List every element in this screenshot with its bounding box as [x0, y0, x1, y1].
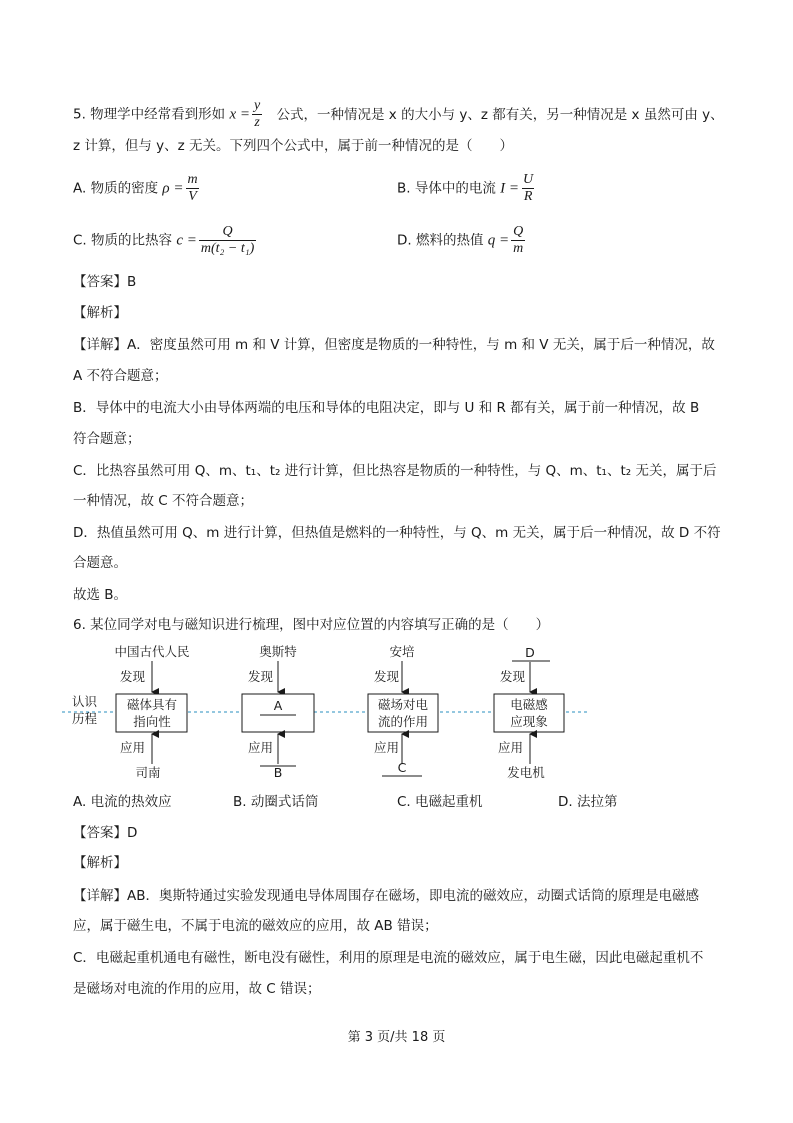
col4-box-line2: 应现象	[510, 714, 548, 729]
q6-detail-line3: C．电磁起重机通电有磁性，断电没有磁性，利用的原理是电流的磁效应，属于电生磁，因此电磁起重机不	[73, 950, 704, 966]
q5-detail-line8: 合题意。	[73, 555, 127, 571]
q6-option-c: C. 电磁起重机	[397, 794, 483, 810]
q5-option-c-denominator: m(t₂ − t₁)	[200, 241, 255, 256]
col3-box-line2: 流的作用	[377, 714, 429, 729]
q5-detail-line2: A 不符合题意；	[73, 368, 168, 384]
q5-stem-part-a: 5. 物理学中经常看到形如	[73, 106, 226, 123]
q6-detail-line4: 是磁场对电流的作用的应用，故 C 错误；	[73, 981, 321, 997]
q5-option-a-fraction	[185, 172, 199, 205]
q5-option-b-lhs: I =	[500, 180, 520, 197]
col2-box-label: A	[273, 698, 283, 713]
q5-formula-fraction	[252, 98, 262, 131]
q5-option-a	[73, 172, 202, 205]
q5-detail-line4: 符合题意；	[73, 431, 141, 447]
q5-option-b-fraction	[521, 172, 535, 205]
col1-box-line2: 指向性	[133, 714, 171, 729]
q5-option-b-label: B. 导体中的电流	[397, 180, 496, 197]
q5-conclusion: 故选 B。	[73, 587, 128, 603]
q5-detail-line5: C．比热容虽然可用 Q、m、t₁、t₂ 进行计算，但比热容是物质的一种特性，与 Q、m、t₁、t₂ 无关，属于后	[73, 463, 717, 479]
q5-analysis-heading: 【解析】	[73, 305, 127, 321]
col1-top-label: 中国古代人民	[114, 644, 190, 659]
q5-option-d-label: D. 燃料的热值	[397, 232, 484, 249]
q5-option-b-numerator: U	[523, 172, 534, 187]
q5-option-d-fraction	[511, 224, 525, 257]
q5-option-a-label: A. 物质的密度	[73, 180, 159, 197]
q6-option-a: A. 电流的热效应	[73, 794, 172, 810]
q5-stem-line2: z 计算，但与 y、z 无关。下列四个公式中，属于前一种情况的是（ ）	[73, 138, 514, 154]
q5-option-c-lhs: c =	[176, 232, 197, 249]
q5-stem-line1	[73, 98, 724, 131]
page-footer: 第 3 页/共 18 页	[347, 1030, 446, 1045]
col3-top-label: 安培	[389, 644, 415, 659]
q5-option-d	[397, 224, 527, 257]
col4-box-line1: 电磁感	[510, 697, 548, 712]
col4-discover-label: 发现	[500, 669, 526, 684]
row-label-line1: 认识	[72, 694, 98, 709]
q5-formula-denominator: z	[254, 115, 260, 130]
q6-cognition-diagram	[60, 640, 620, 785]
q5-option-a-numerator: m	[187, 172, 198, 187]
q5-stem-part-b: 公式，一种情况是 x 的大小与 y、z 都有关，另一种情况是 x 虽然可由 y、	[276, 106, 724, 123]
q5-option-b-denominator: R	[523, 189, 533, 204]
q5-option-d-denominator: m	[513, 241, 524, 256]
q5-option-a-denominator: V	[188, 189, 197, 204]
col2-top-label: 奥斯特	[259, 644, 297, 659]
col1-bottom-label: 司南	[135, 765, 161, 780]
q5-detail-line1: 【详解】A．密度虽然可用 m 和 V 计算，但密度是物质的一种特性，与 m 和 V 无关，属于后一种情况，故	[73, 337, 715, 353]
q5-option-a-lhs: ρ =	[162, 180, 184, 197]
q5-detail-line7: D．热值虽然可用 Q、m 进行计算，但热值是燃料的一种特性，与 Q、m 无关，属于后一种情况，故 D 不符	[73, 525, 721, 541]
col1-apply-label: 应用	[120, 740, 146, 755]
q5-option-c-numerator: Q	[222, 224, 233, 239]
col2-apply-label: 应用	[248, 740, 274, 755]
col4-apply-label: 应用	[498, 740, 524, 755]
q6-stem: 6. 某位同学对电与磁知识进行梳理，图中对应位置的内容填写正确的是（ ）	[73, 617, 550, 633]
q5-option-c-label: C. 物质的比热容	[73, 232, 173, 249]
col3-discover-label: 发现	[374, 669, 400, 684]
q6-option-b: B. 动圈式话筒	[233, 794, 319, 810]
q5-option-b	[397, 172, 537, 205]
q5-formula-lhs: x =	[229, 106, 250, 123]
col1-discover-label: 发现	[120, 669, 146, 684]
q6-detail-line1: 【详解】AB．奥斯特通过实验发现通电导体周围存在磁场，即电流的磁效应，动圈式话筒的原理是电磁感	[73, 888, 699, 904]
q6-detail-line2: 应，属于磁生电，不属于电流的磁效应的应用，故 AB 错误；	[73, 918, 438, 934]
q5-answer: 【答案】B	[73, 274, 137, 290]
q6-analysis-heading: 【解析】	[73, 855, 127, 871]
q5-option-c-fraction	[199, 224, 256, 257]
q5-option-c	[73, 224, 258, 257]
q5-option-d-numerator: Q	[513, 224, 524, 239]
q6-answer: 【答案】D	[73, 825, 138, 841]
col1-box-line1: 磁体具有	[126, 697, 178, 712]
q5-option-d-lhs: q =	[487, 232, 510, 249]
q6-option-d: D. 法拉第	[558, 794, 618, 810]
col3-apply-label: 应用	[374, 740, 400, 755]
col2-bottom-label: B	[273, 765, 283, 780]
col2-discover-label: 发现	[248, 669, 274, 684]
q5-detail-line6: 一种情况，故 C 不符合题意；	[73, 493, 254, 509]
col4-top-label: D	[525, 645, 535, 660]
q5-formula-numerator: y	[254, 98, 261, 113]
col3-box-line1: 磁场对电	[377, 697, 429, 712]
q5-detail-line3: B．导体中的电流大小由导体两端的电压和导体的电阻决定，即与 U 和 R 都有关，属于前一种情况，故 B	[73, 400, 700, 416]
row-label-line2: 历程	[72, 711, 98, 726]
col3-bottom-label: C	[397, 760, 407, 775]
col4-bottom-label: 发电机	[507, 765, 545, 780]
